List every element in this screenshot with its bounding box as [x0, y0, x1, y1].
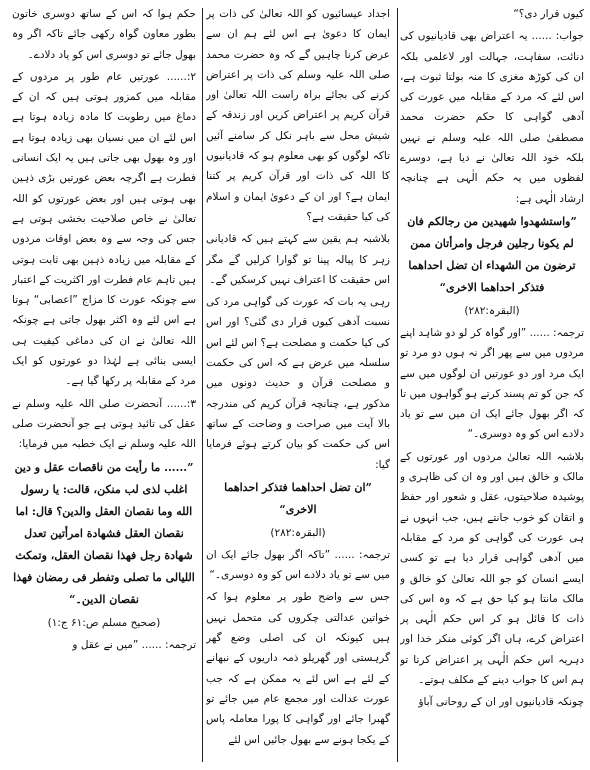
paragraph: ترجمہ: ...... ”میں نے عقل و — [72, 638, 196, 651]
column-left — [12, 4, 196, 766]
column-divider — [397, 8, 398, 762]
paragraph: بلاشبہ ہم یقین سے کہتے ہیں کہ قادیانی زہر کا پیالہ پینا تو گوارا کرلیں گے مگر اس حقیقت کا اعتراف نہیں کرسکیں گے۔ — [206, 233, 390, 286]
paragraph: اجداد عیسائیوں کو اللہ تعالیٰ کی ذات پر ایمان کا دعویٰ ہے اس لئے ہم ان سے عرض کرنا چاہیں گے کہ وہ حضرت محمد صلی اللہ علیہ وسلم کی ذات پر اعتراض کرنے کی بجائے براہ راست اللہ تعالیٰ اور قرآن کریم پر اعتراض کریں اور زندقہ کے شیش محل سے باہر نکل کر سامنے آئیں تاکہ لوگوں کو بھی معلوم ہو کہ قادیانیوں کا اللہ کی ذات اور قرآن کریم پر کتنا ایمان ہے؟ اور ان کے دعویٰ ایمان و اسلام کی کیا حقیقت ہے؟ — [206, 8, 390, 223]
column-divider — [202, 8, 203, 762]
paragraph: ترجمہ: ...... ”تاکہ اگر بھول جائے ایک ان میں سے تو یاد دلادے اس کو وہ دوسری۔“ — [206, 548, 390, 582]
arabic-quote: ”...... ما رأيت من ناقصات عقل و دين اغلب لذى لب منكن، قالت: يا رسول الله وما نقصان العقل والدين؟ قال: اما نقصان العقل فشهادة امرأتين تعدل شهادة رجل فهذا نقصان العقل، وتمكث الليالى ما تصلى وتفطر فى رمضان فهذا نقصان الدين۔“ — [13, 460, 195, 606]
paragraph: چونکہ قادیانیوں اور ان کے روحانی آباؤ — [418, 696, 584, 709]
paragraph: کیوں قرار دی؟“ — [513, 8, 584, 20]
paragraph: ۳:...... آنحضرت صلی اللہ علیہ وسلم نے عقل کی تائید ہوتی ہے جو آنحضرت صلی اللہ علیہ وسلم نے ایک خطبہ میں فرمایا: — [12, 397, 196, 451]
arabic-quote: ”ان تضل احداهما فتذكر احداهما الاخرى“ — [224, 480, 372, 516]
arabic-quote: ”واستشهدوا شهيدين من رجالكم فان لم يكونا رجلين فرجل وامرأتان ممن ترضون من الشهداء ان تضل احداهما فتذكر احداهما الاخرى“ — [407, 214, 577, 294]
paragraph: بلاشبہ اللہ تعالیٰ مردوں اور عورتوں کے مالک و خالق ہیں اور وہ ان کی ظاہری و پوشیدہ صلاحیتوں، عقل و شعور اور حفظ و اتقان کو خوب جانتے ہیں، جب انہوں نے ہی عورت کی گواہی کو مرد کے مقابلہ میں آدھی گواہی قرار دیا ہے تو کسی ایسے انسان کو جو اللہ تعالیٰ کو خالق و مالک مانتا ہو کیا حق ہے کہ وہ اس کی ذات کا قائل ہو کر اس حکم الٰہی پر اعتراض کرے، ہاں اگر کوئی منکر خدا اور دہریہ اس حکم الٰہی پر اعتراض کرتا تو ہم اس کا جواب دینے کے مکلف ہوتے۔ — [400, 450, 584, 687]
paragraph: ترجمہ: ...... ”اور گواہ کر لو دو شاہد اپنے مردوں میں سے پھر اگر نہ ہوں دو مرد تو ایک مرد اور دو عورتیں ان لوگوں میں سے کہ جن کو تم پسند کرتے ہو گواہوں میں تا کہ اگر بھول جائے ایک ان میں سے تو یاد دلادے اس کو وہ دوسری۔“ — [400, 326, 584, 441]
column-middle — [206, 4, 390, 766]
column-right — [400, 4, 584, 766]
citation: (صحیح مسلم ص:۶۱ ج:۱) — [47, 616, 161, 629]
citation: (البقرہ:۲۸۲) — [270, 526, 326, 539]
paragraph: جواب: ...... یہ اعتراض بھی قادیانیوں کی دنائت، سفاہت، جہالت اور لاعلمی بلکہ ان کی کوڑھ مغزی کا منہ بولتا ثبوت ہے، اس لئے کہ مرد کے مقابلہ میں عورت کی آدھی گواہی کا حکم حضرت محمد مصطفیٰ صلی اللہ علیہ وسلم نے نہیں بلکہ خود اللہ تعالیٰ نے دیا ہے، دوسرے لفظوں میں یہ حکم الٰہی ہے چنانچہ ارشاد الٰہی ہے: — [400, 30, 584, 205]
paragraph: حکم ہوا کہ اس کے ساتھ دوسری خاتون بطور معاون گواہ رکھی جائے تاکہ اگر وہ بھول جائے تو دوسری اس کو یاد دلادے۔ — [12, 8, 196, 61]
paragraph: جس سے واضح طور پر معلوم ہوا کہ خواتین عدالتی چکروں کی متحمل نہیں ہیں کیونکہ ان کی اصلی وضع گھر گرہستی اور گھریلو ذمہ داریوں کے نبھانے کے لئے ہے اس لئے یہ ممکن ہے کہ جب عورت عدالت اور مجمع عام میں جائے تو گھبرا جائے اور گواہی کا پورا معاملہ پاس کے یکجا ہونے سے بھول جائیں اس لئے — [206, 591, 390, 746]
paragraph: رہی یہ بات کہ عورت کی گواہی مرد کی نسبت آدھی کیوں قرار دی گئی؟ اور اس کی کیا حکمت و مصلحت ہے؟ اس لئے اس سلسلہ میں عرض ہے کہ اس کی حکمت و مصلحت قرآن و حدیث دونوں میں مذکور ہے، چنانچہ قرآن کریم کی مندرجہ بالا آیت میں صراحت و وضاحت کے ساتھ اس کی حکمت کو بیان کرتے ہوئے فرمایا گیا: — [206, 296, 390, 471]
citation: (البقرہ:۲۸۲) — [464, 304, 520, 317]
paragraph: ۲:...... عورتیں عام طور پر مردوں کے مقابلہ میں کمزور ہوتی ہیں کہ ان کے دماغ میں رطوبت کا مادہ زیادہ ہوتا ہے اس لئے ان میں نسیان بھی زیادہ ہوتا ہے اور وہ بھول بھی جاتی ہیں یہ ایک انسانی فطرت ہے اگرچہ بعض عورتیں بڑی ذہین بھی ہوتی ہیں اور بعض عورتوں کو اللہ تعالیٰ نے خاص صلاحیت بخشی ہوتی ہے جس کی وجہ سے وہ بعض اوقات مردوں کے مقابلہ میں زیادہ ذہین بھی ثابت ہوتی ہیں تاہم عام فطرت اور اکثریت کے اعتبار سے چونکہ عورت کا مزاج ”اعصابی“ ہوتا ہے اس لئے وہ اکثر بھول جاتی ہے چونکہ اللہ تعالیٰ نے ان کی دماغی کیفیت ہی ایسی بنائی ہے لہٰذا دو عورتوں کو ایک مرد کے مقابلہ پر رکھا گیا ہے۔ — [12, 70, 196, 388]
